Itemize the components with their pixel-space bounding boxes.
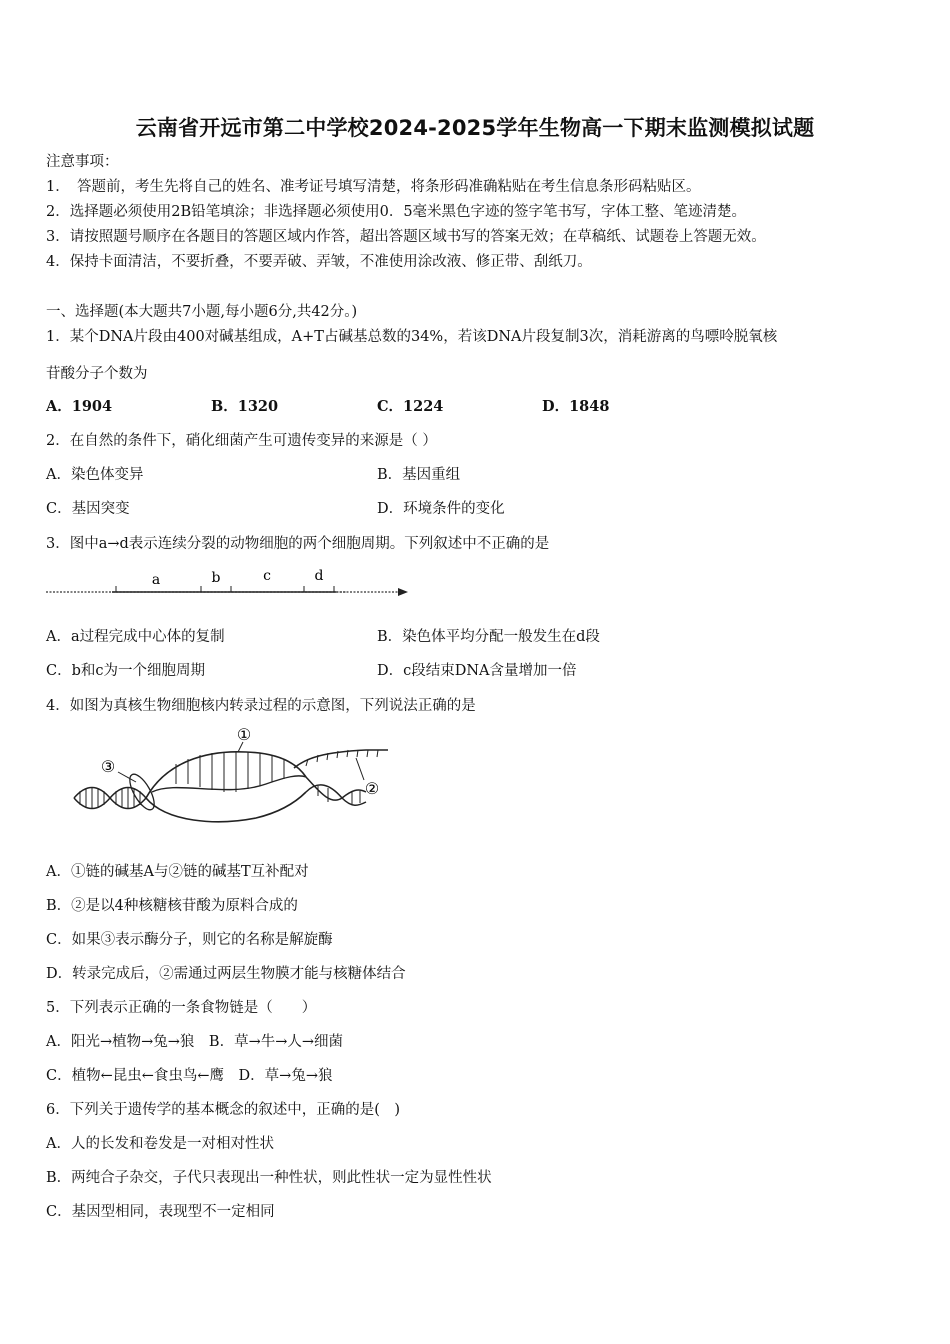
q5-options-ab: A．阳光→植物→兔→狼 B．草→牛→人→细菌 xyxy=(46,1034,344,1050)
segment-label-d: d xyxy=(314,568,324,584)
q3-option-c: C．b和c为一个细胞周期 xyxy=(46,663,205,679)
q5-stem: 5．下列表示正确的一条食物链是（ ） xyxy=(46,1000,317,1016)
enzyme-ellipse xyxy=(125,771,159,814)
q3-option-a: A．a过程完成中心体的复制 xyxy=(46,629,225,645)
segment-label-b: b xyxy=(211,570,221,586)
section-heading: 一、选择题(本大题共7小题,每小题6分,共42分。) xyxy=(46,304,358,320)
helix-right-strand-2 xyxy=(306,785,366,805)
rna-released-strand xyxy=(294,750,388,768)
q4-option-d: D．转录完成后，②需通过两层生物膜才能与核糖体结合 xyxy=(46,966,406,982)
leader-3 xyxy=(118,772,136,782)
segment-label-a: a xyxy=(151,572,161,588)
q5-options-cd: C．植物←昆虫←食虫鸟←鹰 D．草→兔→狼 xyxy=(46,1068,333,1084)
notice-item-2: 2．选择题必须使用2B铅笔填涂；非选择题必须使用0．5毫米黑色字迹的签字笔书写，字体工整、笔迹清楚。 xyxy=(46,204,747,220)
notice-item-4: 4．保持卡面清洁，不要折叠，不要弄破、弄皱，不准使用涂改液、修正带、刮纸刀。 xyxy=(46,254,592,270)
q2-option-a: A．染色体变异 xyxy=(46,467,144,483)
q2-option-c: C．基因突变 xyxy=(46,501,130,517)
label-one: ① xyxy=(236,725,252,744)
notice-item-3: 3．请按照题号顺序在各题目的答题区域内作答，超出答题区域书写的答案无效；在草稿纸、试题卷上答题无效。 xyxy=(46,229,766,245)
label-three: ③ xyxy=(100,757,116,776)
q1-option-d: D．1848 xyxy=(542,398,610,415)
segment-label-c: c xyxy=(263,568,271,584)
cycle-arrowhead xyxy=(398,588,408,596)
notice-item-1: 1． 答题前，考生先将自己的姓名、准考证号填写清楚，将条形码准确粘贴在考生信息条形码粘贴区。 xyxy=(46,179,701,195)
q3-option-d: D．c段结束DNA含量增加一倍 xyxy=(377,663,577,679)
q4-stem: 4．如图为真核生物细胞核内转录过程的示意图，下列说法正确的是 xyxy=(46,698,476,714)
transcription-diagram xyxy=(66,722,396,834)
q1-option-a: A．1904 xyxy=(46,398,113,415)
helix-left-strand-2 xyxy=(74,788,146,809)
label-two: ② xyxy=(364,779,380,798)
bubble-rungs xyxy=(176,752,284,792)
q1-option-c: C．1224 xyxy=(377,398,444,415)
q1-option-b: B．1320 xyxy=(211,398,279,415)
q6-option-b: B．两纯合子杂交，子代只表现出一种性状，则此性状一定为显性性状 xyxy=(46,1170,492,1186)
q3-stem: 3．图中a→d表示连续分裂的动物细胞的两个细胞周期。下列叙述中不正确的是 xyxy=(46,536,550,552)
coding-lower-strand xyxy=(146,792,306,822)
q1-stem-line1: 1．某个DNA片段由400对碱基组成，A+T占碱基总数的34%，若该DNA片段复制3次，消耗游离的鸟嘌呤脱氧核 xyxy=(46,329,778,345)
q2-stem: 2．在自然的条件下，硝化细菌产生可遗传变异的来源是（ ） xyxy=(46,433,437,449)
q3-option-b: B．染色体平均分配一般发生在d段 xyxy=(377,629,600,645)
q6-option-c: C．基因型相同，表现型不一定相同 xyxy=(46,1204,275,1220)
q4-option-c: C．如果③表示酶分子，则它的名称是解旋酶 xyxy=(46,932,333,948)
notice-heading: 注意事项： xyxy=(46,154,119,170)
q4-option-b: B．②是以4种核糖核苷酸为原料合成的 xyxy=(46,898,298,914)
helix-right-strand-1 xyxy=(306,777,366,800)
page-title: 云南省开远市第二中学校2024-2025学年生物高一下期末监测模拟试题 xyxy=(135,116,815,140)
q6-option-a: A．人的长发和卷发是一对相对性状 xyxy=(46,1136,274,1152)
q2-option-b: B．基因重组 xyxy=(377,467,461,483)
q4-option-a: A．①链的碱基A与②链的碱基T互补配对 xyxy=(46,864,309,880)
rna-inner-strand xyxy=(152,776,306,792)
q6-stem: 6．下列关于遗传学的基本概念的叙述中，正确的是( ) xyxy=(46,1102,401,1118)
cell-cycle-diagram xyxy=(46,562,416,602)
q1-stem-line2: 苷酸分子个数为 xyxy=(46,366,148,382)
leader-2 xyxy=(356,758,364,780)
template-upper-strand xyxy=(146,752,306,798)
q2-option-d: D．环境条件的变化 xyxy=(377,501,505,517)
